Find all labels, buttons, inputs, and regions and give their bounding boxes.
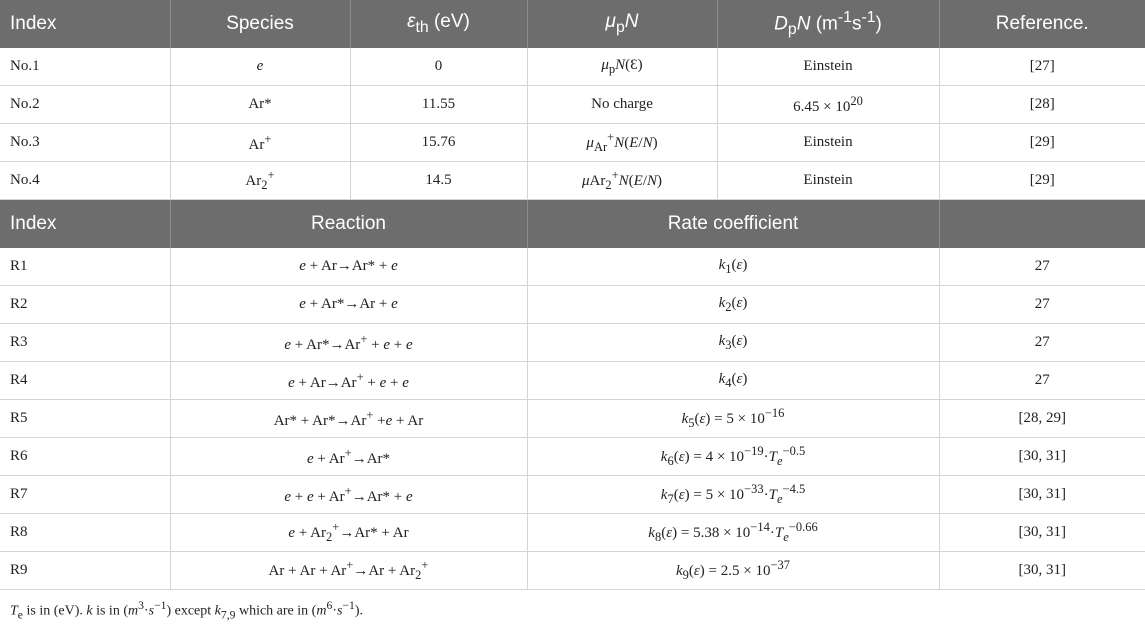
table-row (0, 48, 1145, 86)
cell-reaction: e + Ar+→Ar* (170, 438, 527, 476)
cell-index: R7 (0, 476, 170, 514)
cell-index: No.1 (0, 48, 170, 86)
cell-reference: [30, 31] (939, 438, 1145, 476)
cell-reaction: e + Ar→Ar+ + e + e (170, 362, 527, 400)
cell-reference: [28] (939, 86, 1145, 124)
cell-index: R2 (0, 286, 170, 324)
cell-threshold: 11.55 (350, 86, 527, 124)
reaction-header-row (0, 200, 1145, 248)
cell-reaction: e + e + Ar+→Ar* + e (170, 476, 527, 514)
cell-rate: $k_2(\varepsilon)$ (527, 286, 939, 324)
cell-rate: $k_5(\varepsilon) = 5 \times 10^{-16}$ (527, 400, 939, 438)
header-species: Species (170, 0, 350, 48)
cell-index: R8 (0, 514, 170, 552)
cell-reference: 27 (939, 324, 1145, 362)
cell-reference: [28, 29] (939, 400, 1145, 438)
reaction-table (0, 200, 1145, 590)
cell-threshold: 15.76 (350, 124, 527, 162)
header-reference: Reference. (939, 0, 1145, 48)
cell-index: R9 (0, 552, 170, 590)
cell-mobility: $\mu_pN(Ɛ)$ (527, 48, 717, 86)
header-mobility: $\mu_pN$ (527, 0, 717, 48)
cell-reference: [30, 31] (939, 476, 1145, 514)
header-index: Index (0, 200, 170, 248)
cell-index: No.3 (0, 124, 170, 162)
table-row (0, 552, 1145, 590)
header-rate-coefficient: Rate coefficient (527, 200, 939, 248)
cell-index: R4 (0, 362, 170, 400)
cell-species: Ar+ (170, 124, 350, 162)
table-row (0, 476, 1145, 514)
cell-index: R5 (0, 400, 170, 438)
cell-index: No.4 (0, 162, 170, 200)
species-header-row (0, 0, 1145, 48)
cell-rate: $k_9(\varepsilon) = 2.5 \times 10^{-37}$ (527, 552, 939, 590)
header-threshold-energy: $\varepsilon_{th}$ (eV) (350, 0, 527, 48)
table-row (0, 324, 1145, 362)
cell-reference: 27 (939, 286, 1145, 324)
cell-index: R1 (0, 248, 170, 286)
table-row (0, 162, 1145, 200)
cell-mobility: $\mu_{Ar}^+N(E/N)$ (527, 124, 717, 162)
cell-diffusion: Einstein (717, 124, 939, 162)
cell-mobility: No charge (527, 86, 717, 124)
cell-threshold: 0 (350, 48, 527, 86)
cell-index: R6 (0, 438, 170, 476)
cell-reaction: $Ar + Ar + Ar^+\to Ar + Ar_2^+$ (170, 552, 527, 590)
header-index: Index (0, 0, 170, 48)
table-footnote: $T_e$ is in (eV). k is in $(m^3\cdot s^{-1})$ except $k_{7,9}$ which are in $(m^6\cdot s^{-1})$. (10, 599, 363, 622)
cell-mobility: μAr$_2$+N(E/N) (527, 162, 717, 200)
species-table (0, 0, 1145, 200)
header-diffusion: $D_pN$ $(m^{-1}s^{-1})$ (717, 0, 939, 48)
cell-reference: [29] (939, 124, 1145, 162)
cell-reference: [27] (939, 48, 1145, 86)
cell-rate: $k_1(\varepsilon)$ (527, 248, 939, 286)
header-empty (939, 200, 1145, 248)
table-row (0, 86, 1145, 124)
table-row (0, 362, 1145, 400)
table-row (0, 400, 1145, 438)
cell-species: e (170, 48, 350, 86)
cell-rate: $k_3(\varepsilon)$ (527, 324, 939, 362)
cell-reference: [30, 31] (939, 552, 1145, 590)
cell-reaction: Ar* + Ar*→Ar+ +e + Ar (170, 400, 527, 438)
cell-reference: [30, 31] (939, 514, 1145, 552)
cell-rate: $k_4(\varepsilon)$ (527, 362, 939, 400)
cell-reaction: e + Ar→Ar* + e (170, 248, 527, 286)
cell-reference: 27 (939, 248, 1145, 286)
table-row (0, 514, 1145, 552)
cell-species: Ar* (170, 86, 350, 124)
cell-reaction: $e + Ar_2^+\to Ar* + Ar$ (170, 514, 527, 552)
table-row (0, 286, 1145, 324)
cell-species: $Ar_2^+$ (170, 162, 350, 200)
cell-index: R3 (0, 324, 170, 362)
cell-reaction: e + Ar*→Ar + e (170, 286, 527, 324)
table-row (0, 124, 1145, 162)
cell-diffusion: $6.45 \times 10^{20}$ (717, 86, 939, 124)
table-row (0, 248, 1145, 286)
cell-reaction: e + Ar*→Ar+ + e + e (170, 324, 527, 362)
cell-reference: 27 (939, 362, 1145, 400)
cell-index: No.2 (0, 86, 170, 124)
cell-diffusion: Einstein (717, 162, 939, 200)
cell-reference: [29] (939, 162, 1145, 200)
cell-rate: $k_8(\varepsilon) = 5.38 \times 10^{-14}\cdot T_e^{-0.66}$ (527, 514, 939, 552)
cell-diffusion: Einstein (717, 48, 939, 86)
table-row (0, 438, 1145, 476)
header-reaction: Reaction (170, 200, 527, 248)
cell-rate: $k_7(\varepsilon) = 5 \times 10^{-33}\cdot T_e^{-4.5}$ (527, 476, 939, 514)
cell-threshold: 14.5 (350, 162, 527, 200)
cell-rate: $k_6(\varepsilon) = 4 \times 10^{-19}\cdot T_e^{-0.5}$ (527, 438, 939, 476)
